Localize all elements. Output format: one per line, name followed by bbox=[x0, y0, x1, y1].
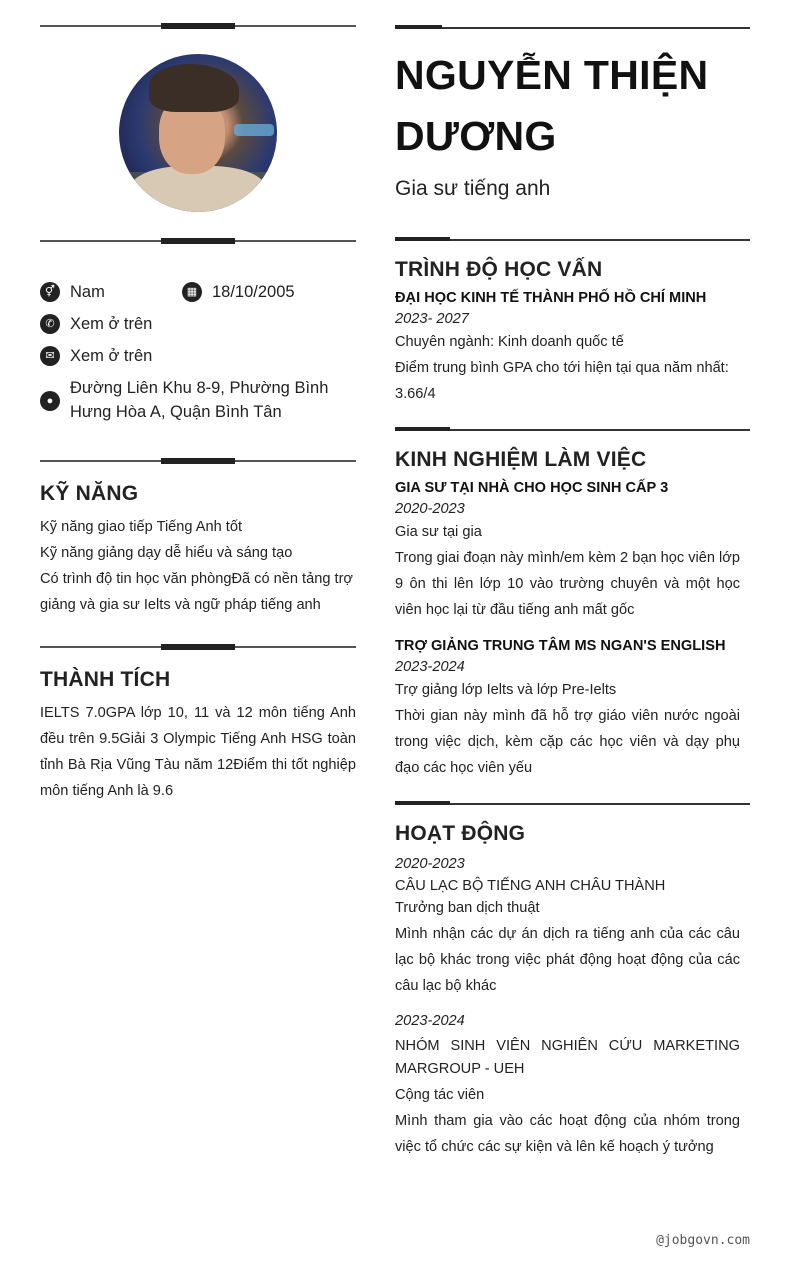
activities-section bbox=[395, 822, 750, 1160]
experience-position: Gia sư tại gia bbox=[395, 524, 482, 540]
activity-period: 2023-2024 bbox=[395, 1013, 465, 1029]
phone-icon: ✆ bbox=[40, 314, 60, 334]
left-column bbox=[40, 0, 356, 804]
gender-icon: ⚥ bbox=[40, 282, 60, 302]
education-gpa: Điểm trung bình GPA cho tới hiện tại qua năm nhất: 3.66/4 bbox=[395, 360, 729, 402]
experience-position: Trợ giảng lớp Ielts và lớp Pre-Ielts bbox=[395, 682, 617, 698]
experience-period: 2023-2024 bbox=[395, 659, 465, 675]
skills-section bbox=[40, 482, 356, 618]
education-period: 2023- 2027 bbox=[395, 311, 469, 327]
address: Đường Liên Khu 8-9, Phường Bình Hưng Hòa A, Quận Bình Tân bbox=[70, 379, 329, 421]
experience-section bbox=[395, 448, 750, 781]
divider bbox=[395, 237, 750, 242]
divider bbox=[395, 801, 750, 806]
activity-period: 2020-2023 bbox=[395, 856, 465, 872]
achievements-text: IELTS 7.0GPA lớp 10, 11 và 12 môn tiếng Anh đều trên 9.5Giải 3 Olympic Tiếng Anh HSG toàn tỉnh Bà Rịa Vũng Tàu năm 12Điểm thi tốt nghiệp môn tiếng Anh là 9.6 bbox=[40, 705, 356, 799]
calendar-icon: ▦ bbox=[182, 282, 202, 302]
contact-info bbox=[40, 280, 356, 424]
activity-org: CÂU LẠC BỘ TIẾNG ANH CHÂU THÀNH bbox=[395, 878, 666, 894]
activity-desc: Mình nhận các dự án dịch ra tiếng anh của các câu lạc bộ khác trong việc phát động hoạt động của các câu lạc bộ khác bbox=[395, 926, 740, 994]
activity-desc: Mình tham gia vào các hoạt động của nhóm trong việc tổ chức các sự kiện và lên kế hoạch ý tưởng bbox=[395, 1113, 740, 1155]
experience-desc: Trong giai đoạn này mình/em kèm 2 bạn học viên lớp 9 ôn thi lên lớp 10 vào trường chuyên và một học viên học lại từ đầu tiếng anh mất gốc bbox=[395, 550, 740, 618]
phone: Xem ở trên bbox=[70, 315, 153, 333]
skill-item: Kỹ năng giao tiếp Tiếng Anh tốt bbox=[40, 519, 243, 535]
school-name: ĐẠI HỌC KINH TẾ THÀNH PHỐ HỒ CHÍ MINH bbox=[395, 290, 707, 306]
activity-item bbox=[395, 1013, 750, 1160]
candidate-name: NGUYỄN THIỆN DƯƠNG bbox=[395, 52, 709, 159]
gender: Nam bbox=[70, 283, 105, 301]
experience-period: 2020-2023 bbox=[395, 501, 465, 517]
email: Xem ở trên bbox=[70, 347, 153, 365]
experience-item bbox=[395, 638, 750, 781]
skills-title: KỸ NĂNG bbox=[40, 482, 139, 505]
experience-title: KINH NGHIỆM LÀM VIỆC bbox=[395, 448, 647, 471]
experience-role: TRỢ GIẢNG TRUNG TÂM MS NGAN'S ENGLISH bbox=[395, 638, 726, 654]
education-major: Chuyên ngành: Kinh doanh quốc tế bbox=[395, 334, 624, 350]
activity-item bbox=[395, 856, 750, 999]
right-column bbox=[395, 0, 750, 1160]
avatar bbox=[40, 54, 356, 212]
job-title: Gia sư tiếng anh bbox=[395, 177, 551, 200]
email-icon: ✉ bbox=[40, 346, 60, 366]
achievements-section bbox=[40, 668, 356, 804]
divider bbox=[395, 25, 750, 30]
education-title: TRÌNH ĐỘ HỌC VẤN bbox=[395, 258, 603, 281]
achievements-title: THÀNH TÍCH bbox=[40, 668, 171, 691]
experience-role: GIA SƯ TẠI NHÀ CHO HỌC SINH CẤP 3 bbox=[395, 480, 669, 496]
experience-item bbox=[395, 480, 750, 623]
activity-org: NHÓM SINH VIÊN NGHIÊN CỨU MARKETING MARGROUP - UEH bbox=[395, 1038, 740, 1077]
divider bbox=[40, 238, 356, 244]
date-of-birth: 18/10/2005 bbox=[212, 283, 295, 301]
activities-title: HOẠT ĐỘNG bbox=[395, 822, 526, 845]
location-icon: ● bbox=[40, 391, 60, 411]
divider bbox=[40, 23, 356, 29]
activity-role: Trưởng ban dịch thuật bbox=[395, 900, 540, 916]
divider bbox=[40, 644, 356, 650]
footer-watermark: @jobgovn.com bbox=[656, 1233, 750, 1248]
skill-item: Kỹ năng giảng dạy dễ hiểu và sáng tạo bbox=[40, 545, 293, 561]
experience-desc: Thời gian này mình đã hỗ trợ giáo viên nước ngoài trong việc dịch, kèm cặp các học viên và dạy phụ đạo các học viên yếu bbox=[395, 708, 740, 776]
divider bbox=[395, 427, 750, 432]
activity-role: Cộng tác viên bbox=[395, 1087, 485, 1103]
skill-item: Có trình độ tin học văn phòngĐã có nền tảng trợ giảng và gia sư Ielts và ngữ pháp tiếng anh bbox=[40, 571, 353, 613]
divider bbox=[40, 458, 356, 464]
education-section bbox=[395, 258, 750, 407]
